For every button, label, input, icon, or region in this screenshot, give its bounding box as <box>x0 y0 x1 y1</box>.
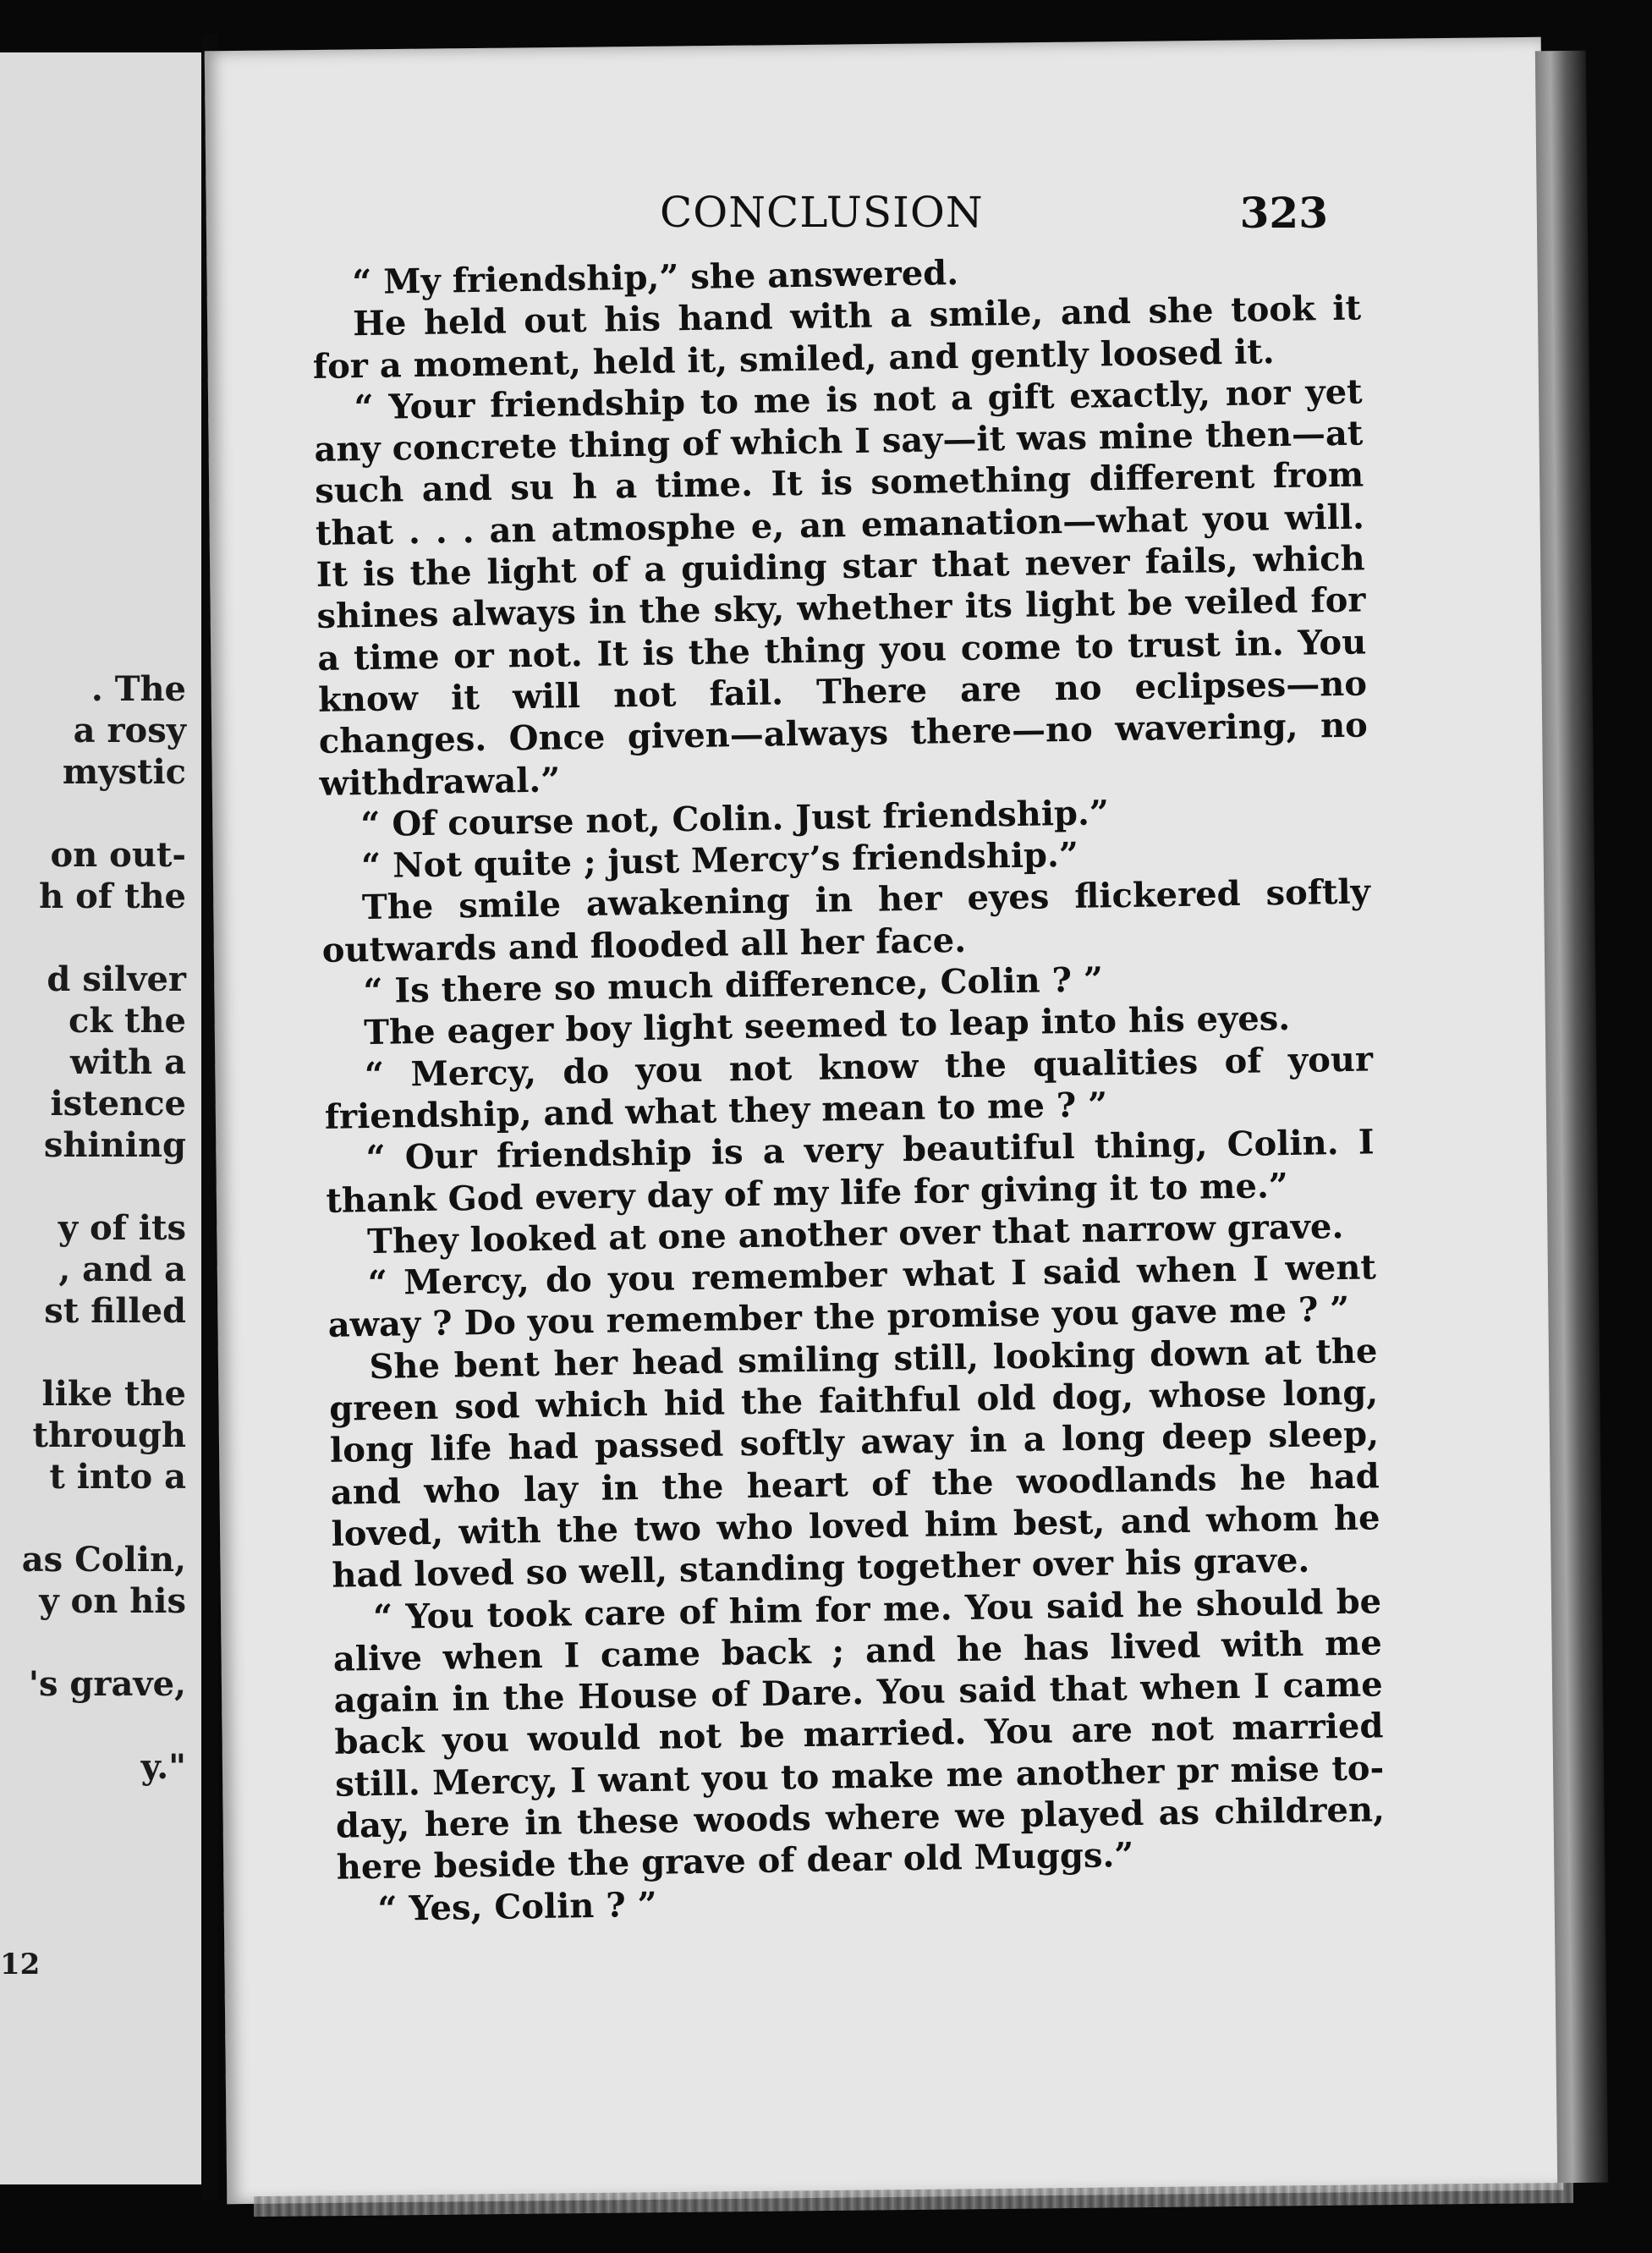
facing-page-line: . The <box>91 669 186 709</box>
facing-page-line: through <box>32 1415 186 1455</box>
facing-page-line: ck the <box>68 1001 186 1041</box>
paragraph: “ Not quite ; just Mercy’s friendship.” <box>360 835 1079 887</box>
paragraph: “ You took care of him for me. You said he should be alive when I came back ; and he has lived with me again in the House of Dare. You said that when I came back you would not be married. You are not married still. Mercy, I want you to make me another pr mise to-day, here in these woods where we played as children, here beside the grave of dear old Muggs.” <box>332 1580 1386 1888</box>
paragraph: “ My friendship,” she answered. <box>352 252 959 303</box>
facing-page-line: y of its <box>58 1208 186 1248</box>
paragraph: He held out his hand with a smile, and she took it for a moment, held it, smiled, and gently loosed it. <box>312 288 1362 387</box>
paragraph: “ Is there so much difference, Colin ? ” <box>363 959 1104 1012</box>
facing-page-line: y." <box>140 1747 186 1787</box>
facing-page-line: st filled <box>44 1291 186 1331</box>
paragraph: “ Of course not, Colin. Just friendship.” <box>360 793 1110 845</box>
facing-page-line: d silver <box>47 959 186 999</box>
paragraph: “ Yes, Colin ? ” <box>377 1884 658 1929</box>
page-number: 323 <box>1239 188 1328 238</box>
facing-page-line: 's grave, <box>28 1664 186 1704</box>
facing-page-folio: 12 <box>0 1948 41 1981</box>
paragraph: The smile awakening in her eyes flickered softly outwards and flooded all her face. <box>321 871 1371 970</box>
facing-page-left <box>0 52 201 2184</box>
paragraph: She bent her head smiling still, looking down at the green sod which hid the faithful old dog, whose long, long life had passed softly away in a long deep sleep, and who lay in the heart of the woodlands he had loved, with the two who loved him best, and whom he had loved so well, standing together over his grave. <box>328 1331 1380 1596</box>
facing-page-line: as Colin, <box>21 1540 186 1580</box>
facing-page-line: istence <box>50 1084 186 1124</box>
facing-page-line: with a <box>69 1042 186 1082</box>
facing-page-line: shining <box>43 1125 186 1165</box>
paragraph: They looked at one another over that narrow grave. <box>366 1206 1344 1261</box>
paragraph: “ Your friendship to me is not a gift exactly, nor yet any concrete thing of which I say—it was mine then—at such and su h a time. It is something different from that . . . an atmosphe e, an emanation—what you will. It is the light of a guiding star that never fails, which shines always in the sky, whether its light be veiled for a time or not. It is the thing you come to trust in. You know it will not fail. There are no eclipses—no changes. Once given—always there—no wavering, no withdrawal.” <box>314 371 1369 804</box>
paragraph: The eager boy light seemed to leap into his eyes. <box>363 998 1291 1053</box>
running-head <box>440 188 1328 242</box>
facing-page-line: on out- <box>50 835 186 875</box>
facing-page-line: t into a <box>49 1457 186 1497</box>
facing-page-line: , and a <box>58 1250 186 1289</box>
facing-page-line: a rosy <box>73 711 186 750</box>
facing-page-line: mystic <box>62 752 186 792</box>
facing-page-line: h of the <box>39 876 186 916</box>
paragraph: “ Mercy, do you remember what I said when I went away ? Do you remember the promise you gave me ? ” <box>327 1247 1377 1346</box>
facing-page-line: like the <box>41 1374 186 1414</box>
running-title: CONCLUSION <box>660 188 984 237</box>
paragraph: “ Mercy, do you not know the qualities of your friendship, and what they mean to me ? ” <box>324 1039 1374 1137</box>
facing-page-line: y on his <box>39 1581 186 1621</box>
body-text <box>311 246 1386 1931</box>
paragraph: “ Our friendship is a very beautiful thing, Colin. I thank God every day of my life for giving it to me.” <box>326 1122 1375 1221</box>
